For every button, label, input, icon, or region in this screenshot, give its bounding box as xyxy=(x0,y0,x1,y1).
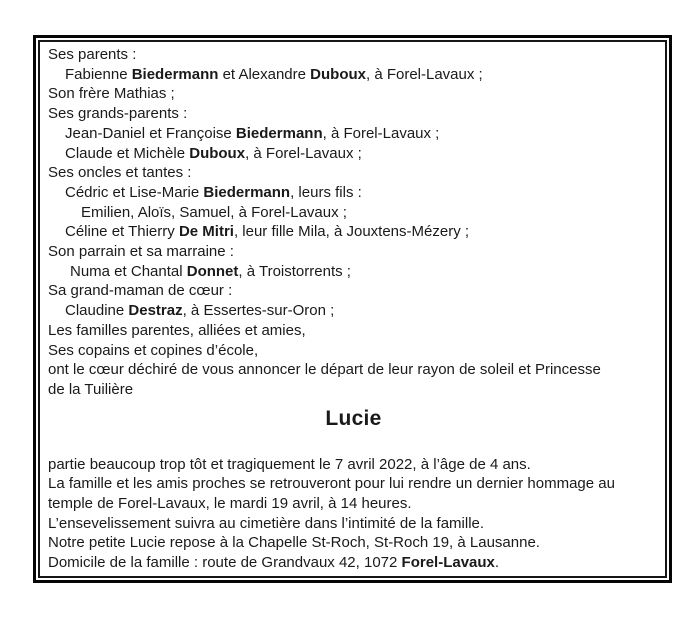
text-segment: Son frère Mathias ; xyxy=(48,85,175,103)
funeral-details xyxy=(48,455,659,573)
emphasized-name: Duboux xyxy=(189,144,246,162)
text-line xyxy=(48,222,659,242)
text-segment: Emilien, Aloïs, Samuel, à Forel-Lavaux ; xyxy=(81,203,347,221)
text-segment: Ses copains et copines d’école, xyxy=(48,341,259,359)
text-segment: Sa grand-maman de cœur : xyxy=(48,282,233,300)
text-line xyxy=(48,301,659,321)
text-line xyxy=(48,360,659,380)
text-line xyxy=(48,553,659,573)
emphasized-name: Biedermann xyxy=(203,183,291,201)
text-line xyxy=(48,281,659,301)
text-segment: Ses grands-parents : xyxy=(48,105,188,123)
text-line xyxy=(48,262,659,282)
text-segment: ont le cœur déchiré de vous annoncer le départ de leur rayon de soleil et Princesse xyxy=(48,361,601,379)
emphasized-name: Duboux xyxy=(310,65,366,83)
text-line xyxy=(48,104,659,124)
text-line xyxy=(48,321,659,341)
text-line xyxy=(48,163,659,183)
emphasized-name: Biedermann xyxy=(235,124,323,142)
text-segment: Cédric et Lise-Marie xyxy=(65,183,204,201)
emphasized-name: De Mitri xyxy=(178,223,234,241)
text-segment: , à Forel-Lavaux ; xyxy=(322,124,440,142)
emphasized-name: Biedermann xyxy=(131,65,219,83)
emphasized-name: Destraz xyxy=(128,302,183,320)
notice-border-frame xyxy=(33,35,672,583)
text-line xyxy=(48,380,659,400)
text-segment: Domicile de la famille : route de Grandvaux 42, 1072 xyxy=(48,554,402,572)
text-segment: Fabienne xyxy=(65,65,132,83)
deceased-name: Lucie xyxy=(325,406,382,430)
text-segment: , leurs fils : xyxy=(290,183,362,201)
text-segment: partie beaucoup trop tôt et tragiquement le 7 avril 2022, à l’âge de 4 ans. xyxy=(48,455,531,473)
text-segment: , à Forel-Lavaux ; xyxy=(365,65,483,83)
text-segment: Numa et Chantal xyxy=(70,262,187,280)
text-line xyxy=(48,341,659,361)
text-segment: Claudine xyxy=(65,302,129,320)
text-line xyxy=(48,474,659,494)
emphasized-name: Forel-Lavaux xyxy=(401,554,495,572)
text-line xyxy=(48,183,659,203)
text-segment: Claude et Michèle xyxy=(65,144,190,162)
text-segment: temple de Forel-Lavaux, le mardi 19 avril, à 14 heures. xyxy=(48,495,412,513)
text-segment: Ses parents : xyxy=(48,46,137,63)
text-segment: , à Troistorrents ; xyxy=(238,262,351,280)
text-segment: de la Tuilière xyxy=(48,380,134,398)
text-line xyxy=(48,65,659,85)
text-segment: Les familles parentes, alliées et amies, xyxy=(48,321,306,339)
text-line xyxy=(48,242,659,262)
text-segment: , leur fille Mila, à Jouxtens-Mézery ; xyxy=(233,223,470,241)
text-line xyxy=(48,455,659,475)
text-line xyxy=(48,494,659,514)
text-line xyxy=(48,45,659,65)
text-segment: Jean-Daniel et Françoise xyxy=(65,124,236,142)
text-segment: , à Forel-Lavaux ; xyxy=(245,144,362,162)
text-line xyxy=(48,84,659,104)
text-line xyxy=(48,533,659,553)
text-segment: La famille et les amis proches se retrouveront pour lui rendre un dernier hommage au xyxy=(48,475,615,493)
text-line xyxy=(48,203,659,223)
notice-content xyxy=(38,40,667,578)
text-line xyxy=(48,124,659,144)
emphasized-name: Donnet xyxy=(186,262,239,280)
text-segment: , à Essertes-sur-Oron ; xyxy=(182,302,335,320)
text-segment: Notre petite Lucie repose à la Chapelle St-Roch, St-Roch 19, à Lausanne. xyxy=(48,534,540,552)
text-segment: . xyxy=(494,554,500,572)
text-segment: Céline et Thierry xyxy=(65,223,179,241)
text-segment: et Alexandre xyxy=(218,65,311,83)
text-segment: Son parrain et sa marraine : xyxy=(48,243,234,261)
text-segment: L’ensevelissement suivra au cimetière dans l’intimité de la famille. xyxy=(48,514,485,532)
relatives-list xyxy=(48,45,659,400)
text-line xyxy=(48,144,659,164)
text-line xyxy=(48,514,659,534)
text-segment: Ses oncles et tantes : xyxy=(48,164,192,182)
